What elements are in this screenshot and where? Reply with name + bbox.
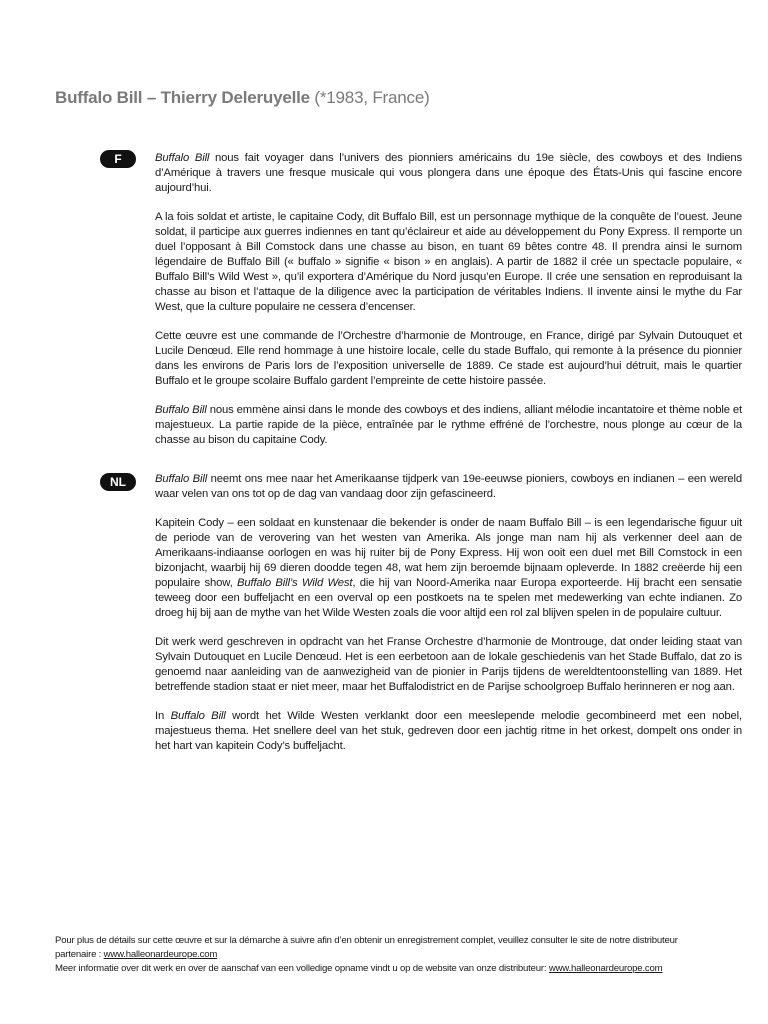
paragraph xyxy=(155,210,742,315)
italic-title: Buffalo Bill xyxy=(170,710,226,722)
title-subtitle: (*1983, France) xyxy=(314,88,430,107)
footer-text: Pour plus de détails sur cette œuvre et sur la démarche à suivre afin d’en obtenir un enregistrement complet, veuillez consulter le site de notre distributeur partenaire : xyxy=(55,935,678,960)
footer-text: Meer informatie over dit werk en over de aanschaf van een volledige opname vindt u op de website van onze distributeur: xyxy=(55,963,549,974)
footer-french xyxy=(55,934,717,962)
paragraph xyxy=(155,329,742,389)
paragraph-text: nous emmène ainsi dans le monde des cowboys et des indiens, alliant mélodie incantatoire et thème noble et majestueux. La partie rapide de la pièce, entraînée par le rythme effréné de l’orchestre, nous plonge au cœur de la chasse au bison du capitaine Cody. xyxy=(155,404,743,446)
footer-dutch xyxy=(55,962,717,976)
italic-title: Buffalo Bill xyxy=(155,473,208,485)
paragraph-text: Kapitein Cody – een soldaat en kunstenaar die bekender is onder de naam Buffalo Bill – is een legendarische figuur uit de periode van de verovering van het westen van Amerika. Als jonge man nam hij als verkenner deel aan de Amerikaans-indiaanse oorlogen en was hij ruiter bij de Pony Express. Hij won ooit een duel met Bill Comstock in een bizonjacht, waarbij hij 69 dieren doodde tegen 48, wat hem zijn beroemde bijnaam opleverde. In 1882 creëerde hij een populaire show, xyxy=(155,517,742,589)
paragraph-text: , die hij van Noord-Amerika naar Europa exporteerde. Hij bracht een sensatie teweeg door een buffeljacht en een overval op een postkoets na te spelen met medewerking van echte indianen. Zo droeg hij bij aan de mythe van het Wilde Westen zoals die voor altijd een rol zal blijven spelen in de populaire cultuur. xyxy=(155,577,742,619)
paragraph xyxy=(155,403,742,448)
paragraph xyxy=(155,516,742,621)
paragraph-text: nous fait voyager dans l’univers des pionniers américains du 19e siècle, des cowboys et des Indiens d’Amérique à travers une fresque musicale qui vous plongera dans une époque des États-Unis qui fascine encore aujourd’hui. xyxy=(155,152,742,194)
paragraph xyxy=(155,635,742,695)
paragraph-text: Dit werk werd geschreven in opdracht van het Franse Orchestre d’harmonie de Montrouge, dat onder leiding staat van Sylvain Dutouquet en Lucile Denœud. Het is een eerbetoon aan de lokale geschiedenis van het Stade Buffalo, dat zo is genoemd naar aanleiding van de aanwezigheid van de pionier in Parijs tijdens de wereldtentoonstelling van 1889. Het betreffende stadion staat er niet meer, maar het Buffalodistrict en de Parijse schoolgroep Buffalo herinneren er nog aan. xyxy=(155,636,742,693)
paragraph xyxy=(155,151,742,196)
title-main: Buffalo Bill – Thierry Deleruyelle xyxy=(55,88,310,107)
footer xyxy=(55,934,717,976)
language-badge-fr: F xyxy=(100,150,136,168)
paragraph-text: neemt ons mee naar het Amerikaanse tijdperk van 19e-eeuwse pioniers, cowboys en indianen – een wereld waar velen van ons tot op de dag van vandaag door zijn gefascineerd. xyxy=(155,473,742,500)
section-dutch xyxy=(110,472,742,768)
paragraph xyxy=(155,472,742,502)
distributor-link[interactable]: www.halleonardeurope.com xyxy=(548,963,663,974)
italic-title: Buffalo Bill xyxy=(155,152,210,164)
language-badge-nl: NL xyxy=(100,473,136,491)
italic-title: Buffalo Bill xyxy=(155,404,207,416)
italic-title: Buffalo Bill’s Wild West xyxy=(236,577,353,589)
paragraph-text: wordt het Wilde Westen verklankt door een meeslepende melodie gecombineerd met een nobel, majestueus thema. Het snellere deel van het stuk, gedreven door een jachtig ritme in het orkest, dompelt ons onder in het hart van kapitein Cody’s buffeljacht. xyxy=(155,710,742,752)
section-french xyxy=(114,151,743,462)
paragraph xyxy=(155,709,742,754)
paragraph-text: In xyxy=(155,710,171,722)
page-title xyxy=(55,88,430,108)
paragraph-text: A la fois soldat et artiste, le capitaine Cody, dit Buffalo Bill, est un personnage mythique de la conquête de l’ouest. Jeune soldat, il participe aux guerres indiennes en tant qu’éclaireur et aide au développement du Pony Express. Il remporte un duel l’opposant à Bill Comstock dans une chasse au bison, en tuant 69 bêtes contre 48. Il prendra ainsi le surnom légendaire de Buffalo Bill (« buffalo » signifie « bison » en anglais). A partir de 1882 il crée un spectacle populaire, « Buffalo Bill’s Wild West », qu’il exportera d’Amérique du Nord jusqu’en Europe. Il crée une sensation en reproduisant la chasse au bison et l’attaque de la diligence avec la participation de véritables Indiens. Il invente ainsi le mythe du Far West, que la culture populaire ne cessera d’encenser. xyxy=(155,211,742,313)
paragraph-text: Cette œuvre est une commande de l’Orchestre d’harmonie de Montrouge, en France, dirigé par Sylvain Dutouquet et Lucile Denœud. Elle rend hommage à une histoire locale, celle du stade Buffalo, qui remonte à la présence du pionnier dans les environs de Paris lors de l’exposition universelle de 1889. Ce stade est aujourd’hui détruit, mais le quartier Buffalo et le groupe scolaire Buffalo gardent l’empreinte de cette histoire passée. xyxy=(155,330,742,387)
distributor-link[interactable]: www.halleonardeurope.com xyxy=(103,949,218,960)
